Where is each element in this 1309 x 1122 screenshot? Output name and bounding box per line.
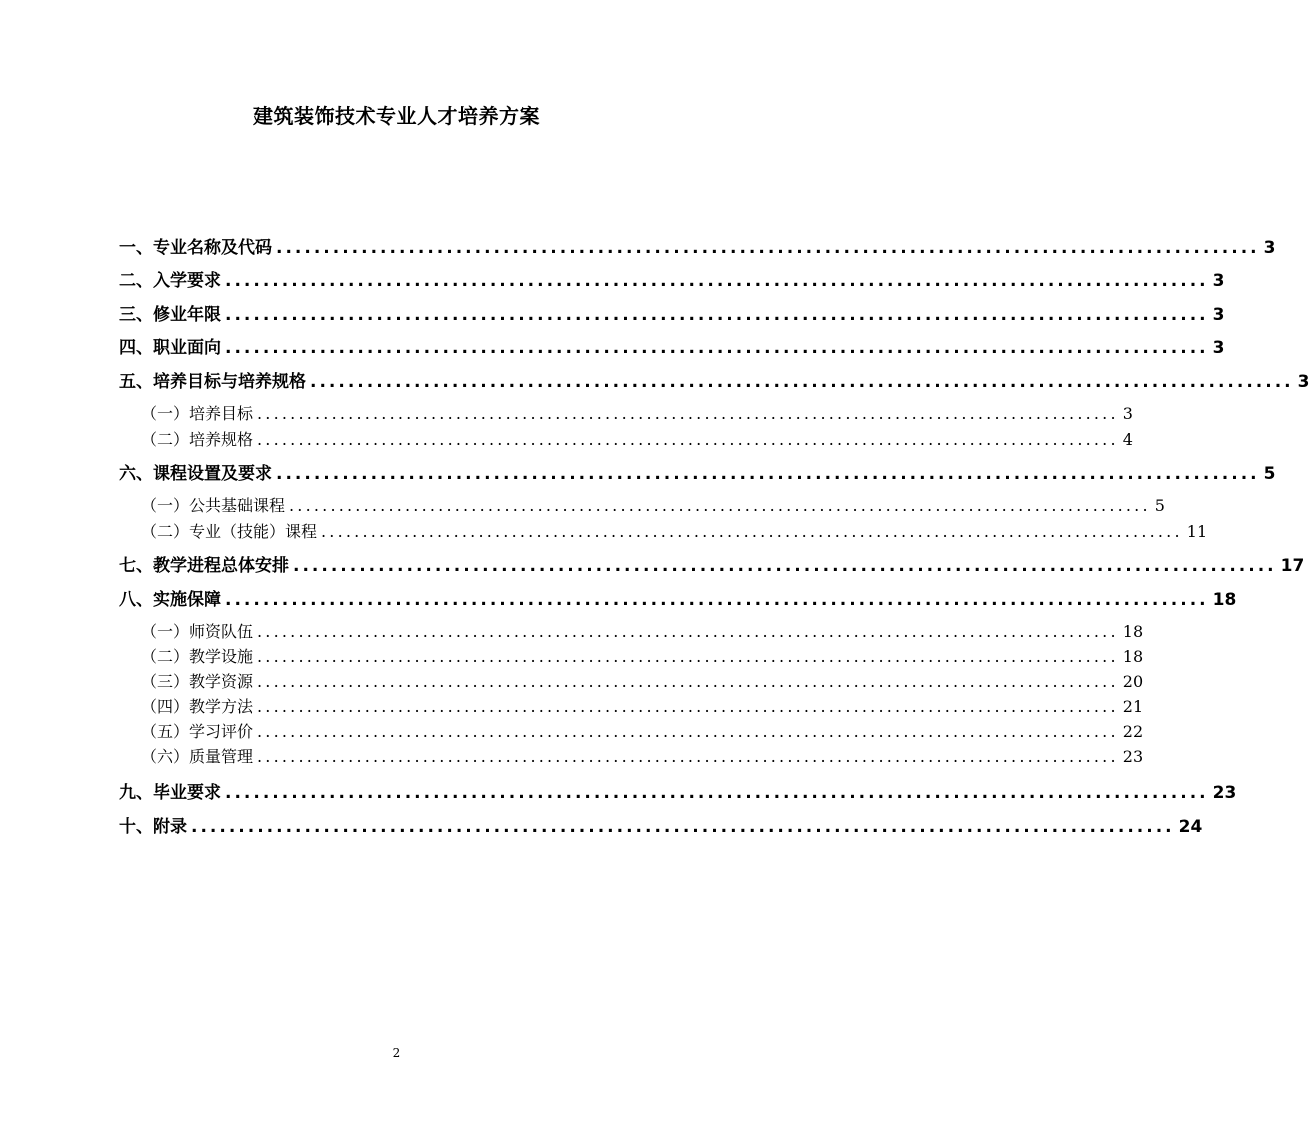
toc-leader: ........................................................................................................ — [289, 496, 1151, 515]
toc-entry-page: 5 — [1263, 464, 1276, 484]
toc-entry-page: 24 — [1178, 817, 1203, 837]
toc-subentry-page: 20 — [1122, 672, 1144, 691]
toc-leader: ........................................................................................................ — [257, 747, 1119, 766]
toc-entry-page: 3 — [1212, 305, 1225, 325]
toc-entry-page: 3 — [1263, 238, 1276, 258]
toc-entry[interactable] — [119, 778, 1237, 803]
toc-entry[interactable] — [119, 333, 1225, 358]
toc-subentry-page: 18 — [1122, 622, 1144, 641]
toc-leader: ........................................................................................................ — [257, 672, 1119, 691]
toc-entry-label: 三、修业年限 — [119, 305, 221, 325]
toc-entry[interactable] — [119, 367, 1309, 392]
toc-entry-label: 六、课程设置及要求 — [119, 464, 272, 484]
toc-entry-page: 17 — [1280, 556, 1305, 576]
toc-subentry-label: （一）公共基础课程 — [141, 496, 286, 515]
toc-entry[interactable] — [119, 585, 1237, 610]
toc-subentry-page: 23 — [1122, 747, 1144, 766]
toc-subentry-label: （六）质量管理 — [141, 747, 254, 766]
toc-subentry[interactable] — [119, 694, 1144, 717]
toc-subentry-label: （五）学习评价 — [141, 722, 254, 741]
toc-subentry-page: 5 — [1154, 496, 1165, 515]
toc-subentry[interactable] — [119, 493, 1165, 516]
toc-entry[interactable] — [119, 300, 1225, 325]
toc-leader: ........................................................................................................ — [321, 522, 1183, 541]
toc-subentry-label: （一）师资队伍 — [141, 622, 254, 641]
toc-subentry-page: 21 — [1122, 697, 1144, 716]
toc-leader: ........................................................................................................ — [257, 697, 1119, 716]
toc-subentry-label: （二）教学设施 — [141, 647, 254, 666]
toc-subentry-label: （二）专业（技能）课程 — [141, 522, 318, 541]
toc-subentry[interactable] — [119, 669, 1144, 692]
toc-leader: ........................................................................................................ — [293, 556, 1277, 576]
toc-leader: ........................................................................................................ — [257, 722, 1119, 741]
document-title: 建筑装饰技术专业人才培养方案 — [253, 104, 540, 128]
toc-leader: ........................................................................................................ — [191, 817, 1175, 837]
toc-entry-label: 五、培养目标与培养规格 — [119, 372, 306, 392]
toc-entry-label: 一、专业名称及代码 — [119, 238, 272, 258]
toc-entry[interactable] — [119, 266, 1225, 291]
toc-subentry[interactable] — [119, 519, 1208, 542]
toc-subentry[interactable] — [119, 427, 1133, 450]
toc-subentry[interactable] — [119, 744, 1144, 767]
toc-entry-label: 十、附录 — [119, 817, 187, 837]
toc-subentry[interactable] — [119, 401, 1133, 424]
toc-entry-label: 四、职业面向 — [119, 338, 221, 358]
toc-leader: ........................................................................................................ — [257, 647, 1119, 666]
toc-entry-label: 九、毕业要求 — [119, 783, 221, 803]
toc-leader: ........................................................................................................ — [225, 783, 1209, 803]
toc-entry-page: 3 — [1297, 372, 1309, 392]
toc-subentry[interactable] — [119, 644, 1144, 667]
toc-leader: ........................................................................................................ — [276, 464, 1260, 484]
toc-subentry-label: （三）教学资源 — [141, 672, 254, 691]
toc-subentry-page: 18 — [1122, 647, 1144, 666]
toc-leader: ........................................................................................................ — [225, 305, 1209, 325]
toc-entry[interactable] — [119, 233, 1276, 258]
toc-leader: ........................................................................................................ — [257, 404, 1119, 423]
toc-entry[interactable] — [119, 459, 1276, 484]
toc-subentry-label: （二）培养规格 — [141, 430, 254, 449]
toc-subentry-label: （一）培养目标 — [141, 404, 254, 423]
toc-entry-page: 23 — [1212, 783, 1237, 803]
toc-leader: ........................................................................................................ — [225, 271, 1209, 291]
toc-leader: ........................................................................................................ — [310, 372, 1294, 392]
toc-entry-label: 二、入学要求 — [119, 271, 221, 291]
toc-entry-page: 3 — [1212, 271, 1225, 291]
toc-subentry-page: 4 — [1122, 430, 1133, 449]
toc-entry-label: 七、教学进程总体安排 — [119, 556, 289, 576]
toc-subentry-page: 3 — [1122, 404, 1133, 423]
toc-leader: ........................................................................................................ — [257, 430, 1119, 449]
toc-leader: ........................................................................................................ — [225, 590, 1209, 610]
toc-entry[interactable] — [119, 551, 1305, 576]
toc-subentry-page: 22 — [1122, 722, 1144, 741]
toc-subentry-label: （四）教学方法 — [141, 697, 254, 716]
toc-subentry-page: 11 — [1186, 522, 1208, 541]
toc-subentry[interactable] — [119, 619, 1144, 642]
toc-entry-label: 八、实施保障 — [119, 590, 221, 610]
toc-entry-page: 18 — [1212, 590, 1237, 610]
toc-leader: ........................................................................................................ — [257, 622, 1119, 641]
page-number: 2 — [392, 1046, 401, 1060]
toc-leader: ........................................................................................................ — [225, 338, 1209, 358]
toc-subentry[interactable] — [119, 719, 1144, 742]
toc-leader: ........................................................................................................ — [276, 238, 1260, 258]
toc-entry[interactable] — [119, 812, 1203, 837]
toc-entry-page: 3 — [1212, 338, 1225, 358]
